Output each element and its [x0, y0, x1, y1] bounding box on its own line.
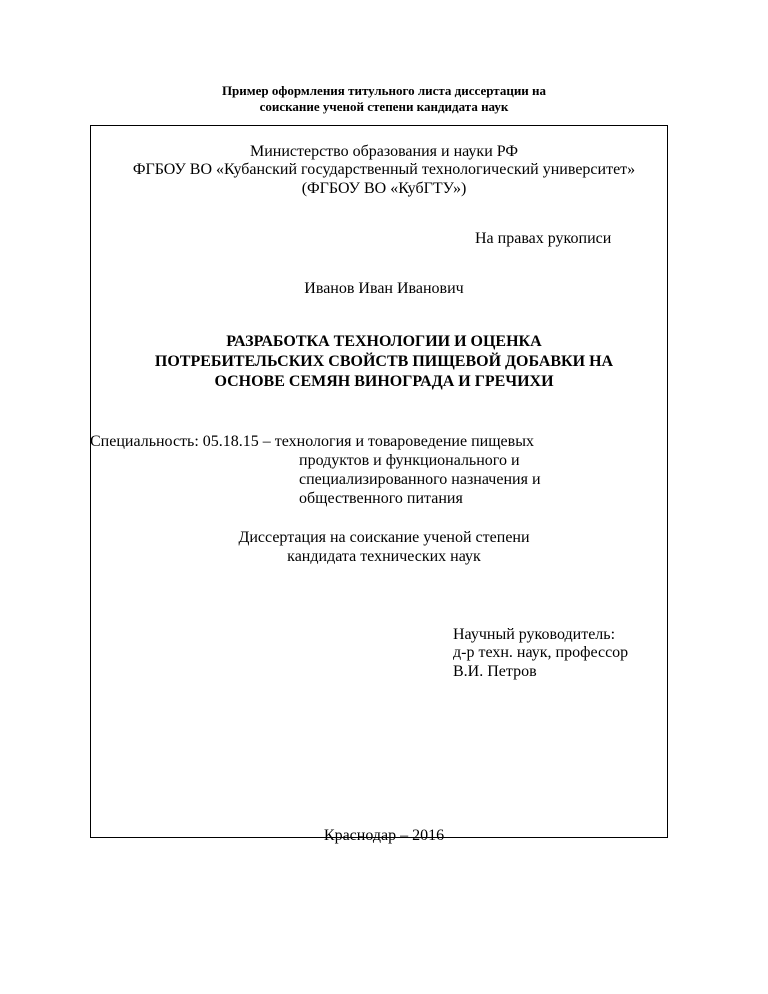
caption-line-1: Пример оформления титульного листа диссертации на [221, 83, 547, 98]
advisor-label: Научный руководитель: [453, 626, 616, 643]
advisor-credentials: д-р техн. наук, профессор [453, 644, 629, 661]
specialty-line-3: специализированного назначения и [299, 471, 541, 488]
title-line-2: ПОТРЕБИТЕЛЬСКИХ СВОЙСТВ ПИЩЕВОЙ ДОБАВКИ НА [154, 353, 614, 370]
place-and-year: Краснодар – 2016 [323, 827, 445, 844]
specialty-line-2: продуктов и функционального и [299, 452, 520, 469]
degree-line-2: кандидата технических наук [287, 548, 481, 565]
dissertation-title [0, 332, 768, 392]
university-abbreviation: (ФГБОУ ВО «КубГТУ») [301, 180, 467, 197]
ministry-name: Министерство образования и науки РФ [249, 143, 519, 160]
title-line-3: ОСНОВЕ СЕМЯН ВИНОГРАДА И ГРЕЧИХИ [214, 373, 554, 390]
advisor-name: В.И. Петров [453, 663, 537, 680]
caption-line-2: соискание ученой степени кандидата наук [259, 99, 509, 114]
title-line-1: РАЗРАБОТКА ТЕХНОЛОГИИ И ОЦЕНКА [226, 333, 542, 350]
specialty-label: Специальность: 05.18.15 – технология и товароведение пищевых [90, 433, 534, 450]
specialty-line-4: общественного питания [299, 490, 463, 507]
manuscript-note: На правах рукописи [475, 230, 612, 247]
degree-line-1: Диссертация на соискание ученой степени [238, 529, 530, 546]
example-caption [0, 83, 768, 115]
university-name: ФГБОУ ВО «Кубанский государственный технологический университет» [132, 161, 636, 178]
author-name: Иванов Иван Иванович [304, 280, 464, 297]
